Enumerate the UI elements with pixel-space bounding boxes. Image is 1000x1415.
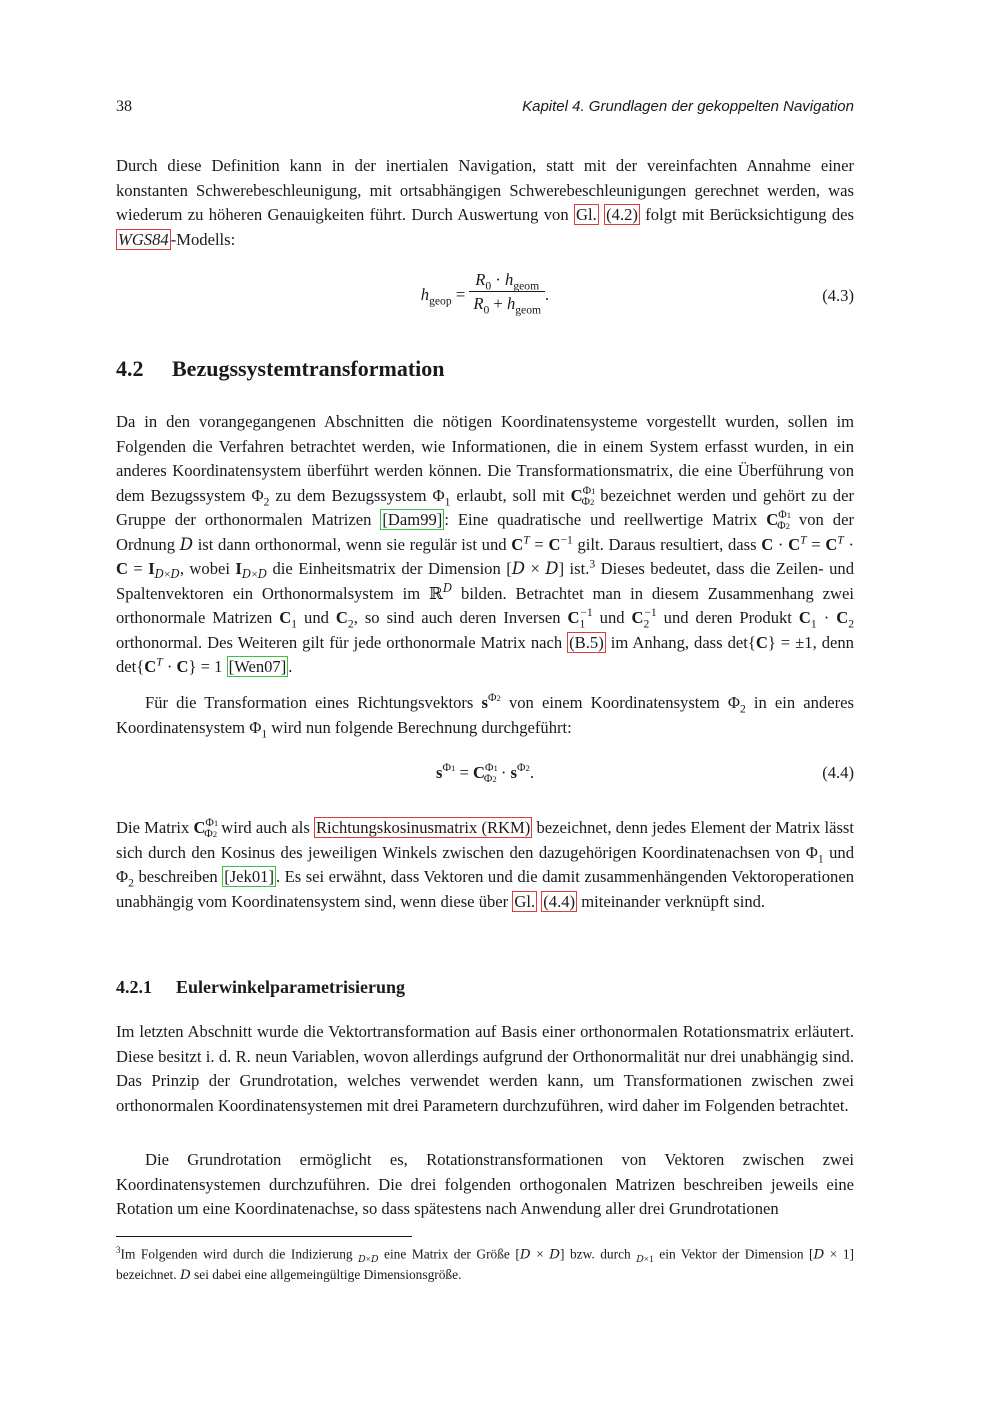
ref-gl[interactable]: Gl. — [514, 891, 536, 911]
paragraph-transformation: Da in den vorangegangenen Abschnitten die nötigen Koordinatensysteme vorgestellt wurden, sollen im Folgenden die Verfahren betrachtet werden, wie Informationen, die in einem System erfasst wurden, in ein anderes Koordinatensystem überführt werden können. Die Transformationsmatrix, die eine Überführung von dem Bezugssystem $\Phi_2$ zu dem Bezugssystem $\Phi_1$ erlaubt, soll mit $C^{\Phi 1}_{\Phi 2}$ bezeichnet werden und gehört zu der Gruppe der orthonormalen Matrizen [Dam99] : Eine quadratische und reellwertige Matrix $C^{\Phi 1}_{\Phi 2}$ von der Ordnung D ist dann orthonormal, wenn sie regulär ist und $C^T = C^{-1}$ gilt. Daraus resultiert, dass $C \cdot C^T = C^T \cdot C = I_{D\times D}$, wobei $I_{D\times D}$ die Einheitsmatrix der Dimension [D × D] ist.$^3$ Dieses bedeutet, dass die Zeilen- und Spaltenvektoren ein Orthonormalsystem im ℝ$^D$ bilden. Betrachtet man in diesem Zusammenhang zwei orthonormale Matrizen $C_1$ und $C_2$, so sind auch deren Inversen $C_1^{-1}$ und $C_2^{-1}$ und deren Produkt $C_1 \cdot C_2$ orthonormal. Des Weiteren gilt für jede orthonormale Matrix nach (B.5) im Anhang, dass det{C} = ±1, denn $\det\{C^T \cdot C\} = 1$ [Wen07] . — [116, 412, 854, 676]
paragraph-euler-intro: Im letzten Abschnitt wurde die Vektortransformation auf Basis einer orthonormalen Rotationsmatrix erläutert. Diese besitzt i. d. R. neun Variablen, wovon allerdings aufgrund der Orthonormalität nur drei unabhängig sind. Das Prinzip der Grundrotation, welches verwendet werden kann, um Transformationen zwischen zwei orthonormalen Koordinatensystemen mit drei Parametern durchzuführen, wird daher im Folgenden betrachtet. — [116, 1022, 854, 1115]
ref-gl[interactable]: Gl. — [576, 205, 597, 224]
ref-rkm[interactable]: Richtungskosinusmatrix (RKM) — [315, 818, 531, 837]
ref-appendix-b5[interactable]: (B.5) — [569, 632, 604, 652]
page-number: 38 — [116, 98, 132, 115]
equation-4-4: $s^{\Phi 1} = C^{\Phi 1}_{\Phi 2} \cdot s^{\Phi 2}$. (4.4) — [436, 761, 854, 786]
intro-paragraph: Durch diese Definition kann in der inertialen Navigation, statt mit der vereinfachten Annahme einer konstanten Schwerebeschleunigung, mit ortsabhängigen Schwerebeschleunigungen gerechnet werden, was wiederum zu höheren Genauigkeiten führt. Durch Auswertung von Gl. (4.2) folgt mit Berücksichtigung des WGS84 -Modells: — [116, 156, 854, 249]
page-header — [116, 96, 854, 120]
section-title: Bezugssystemtransformation — [172, 356, 445, 381]
equation-number: (4.4) — [822, 763, 854, 782]
subsection-heading — [116, 977, 405, 998]
section-number: 4.2 — [116, 356, 144, 381]
footnote-rule — [116, 1236, 412, 1237]
subsection-title: Eulerwinkelparametrisierung — [176, 977, 405, 997]
footnote-mark[interactable]: 3 — [589, 557, 596, 571]
ref-wgs84[interactable]: WGS84 — [118, 229, 169, 249]
paragraph-grundrotation: Die Grundrotation ermöglicht es, Rotationstransformationen von Vektoren zwischen zwei Koordinatensystemen durchzuführen. Die drei folgenden orthogonalen Matrizen beschreiben jeweils eine Rotation um eine Koordinatenachse, so dass spätestens nach Anwendung aller drei Grundrotationen — [116, 1150, 854, 1218]
chapter-title: Kapitel 4. Grundlagen der gekoppelten Navigation — [522, 98, 854, 115]
paragraph-direction-vector: Für die Transformation eines Richtungsvektors $s^{\Phi 2}$ von einem Koordinatensystem $\Phi_2$ in ein anderes Koordinatensystem $\Phi_1$ wird nun folgende Berechnung durchgeführt: — [116, 691, 854, 740]
footnote: $^3$Im Folgenden wird durch die Indizierung $_{D\times D}$ eine Matrix der Größe [D × D] bzw. durch $_{D\times 1}$ ein Vektor der Dimension [D × 1] bezeichnet. D sei dabei eine allgemeingültige Dimensionsgröße. — [116, 1245, 854, 1284]
ref-equation-4-2[interactable]: (4.2) — [606, 205, 638, 224]
citation-wen07[interactable]: [Wen07] — [228, 657, 287, 676]
equation-number: (4.3) — [822, 286, 854, 305]
equation-4-3: $h_{geop}$ = $\frac{R_0 \cdot h_{geom}}{R_0 + h_{geom}}$ . (4.3) — [420, 270, 854, 317]
footnote-number: 3 — [116, 1245, 121, 1255]
ref-equation-4-4[interactable]: (4.4) — [543, 891, 576, 911]
citation-jek01[interactable]: [Jek01] — [224, 867, 274, 886]
section-heading — [116, 356, 445, 382]
subsection-number: 4.2.1 — [116, 977, 152, 997]
paragraph-rkm: Die Matrix $C^{\Phi 1}_{\Phi 2}$ wird auch als Richtungskosinusmatrix (RKM) bezeichnet, denn jedes Element der Matrix lässt sich durch den Kosinus des jeweiligen Winkels zwischen den dazugehörigen Koordinatenachsen von $\Phi_1$ und $\Phi_2$ beschreiben [Jek01] . Es sei erwähnt, dass Vektoren und die damit zusammenhängenden Vektoroperationen unabhängig vom Koordinatensystem sind, wenn diese über Gl. (4.4) miteinander verknüpft sind. — [116, 816, 854, 911]
citation-dam99[interactable]: [Dam99] — [382, 510, 443, 529]
